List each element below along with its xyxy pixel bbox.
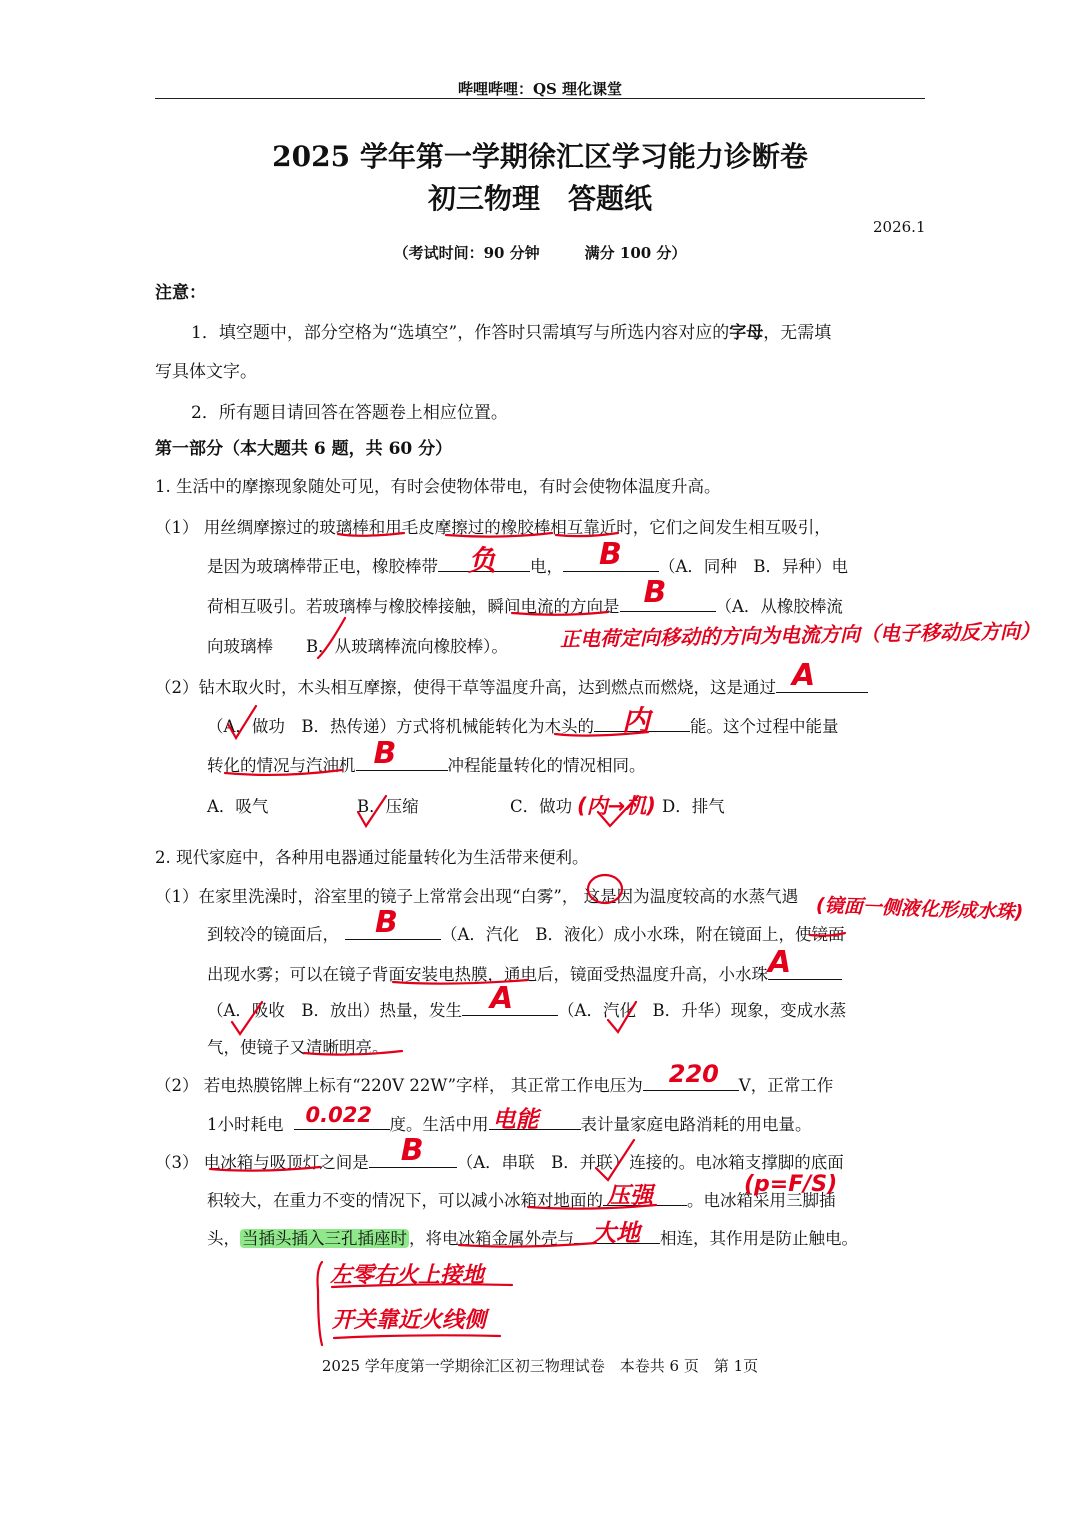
notice-item-1-cont: 写具体文字。 bbox=[155, 362, 257, 382]
q1-part1-line2: 是因为玻璃棒带正电，橡胶棒带 负 电， B （A．同种 B．异种）电 bbox=[207, 537, 849, 577]
handwritten-note: (p=F/S) bbox=[744, 1172, 838, 1197]
answer-blank[interactable] bbox=[489, 1107, 581, 1133]
answer-blank[interactable] bbox=[345, 905, 441, 940]
answer-blank[interactable] bbox=[563, 537, 659, 572]
answer-blank[interactable] bbox=[620, 575, 716, 612]
q2-part1-line3: 出现水雾；可以在镜子背面安装电热膜，通电后，镜面受热温度升高，小水珠 A bbox=[207, 961, 842, 985]
q1-part2-line2: （A．做功 B．热传递）方式将机械能转化为木头的 内 能。这个过程中能量 bbox=[207, 713, 839, 737]
q1-option-b: B．压缩 bbox=[357, 797, 419, 816]
q1-option-c: C．做功 bbox=[510, 797, 573, 816]
q2-part2-line2: 1小时耗电 0.022 度。生活中用 电能 表计量家庭电路消耗的用电量。 bbox=[207, 1103, 812, 1134]
underline-mark bbox=[334, 1335, 500, 1338]
exam-title: 2025 学年第一学期徐汇区学习能力诊断卷 bbox=[272, 140, 808, 173]
q2-part1-line2: 到较冷的镜面后， B （A．汽化 B．液化）成小水珠，附在镜面上，使镜面 bbox=[207, 905, 845, 944]
exam-subtitle: 初三物理 答题纸 bbox=[427, 182, 652, 215]
answer-blank[interactable] bbox=[369, 1133, 457, 1168]
q1-part2-line3: 转化的情况与汽油机 B 冲程能量转化的情况相同。 bbox=[207, 736, 646, 775]
handwritten-answer: B bbox=[373, 736, 397, 771]
handwritten-answer: 电能 bbox=[492, 1107, 539, 1133]
brace-mark bbox=[318, 1262, 323, 1345]
answer-blank[interactable] bbox=[643, 1060, 739, 1091]
answer-blank[interactable] bbox=[356, 736, 448, 771]
handwritten-answer: A bbox=[768, 945, 792, 980]
highlighted-text: 当插头插入三孔插座时 bbox=[242, 1229, 407, 1248]
notice-item-2: 2．所有题目请回答在答题卷上相应位置。 bbox=[191, 403, 508, 423]
q2-stem: 2. 现代家庭中，各种用电器通过能量转化为生活带来便利。 bbox=[155, 848, 589, 867]
handwritten-answer: B bbox=[643, 575, 667, 610]
handwritten-note: 左零右火上接地 bbox=[330, 1263, 485, 1288]
answer-blank[interactable] bbox=[776, 658, 868, 693]
handwritten-note: 正电荷定向移动的方向为电流方向（电子移动反方向） bbox=[559, 618, 1041, 652]
handwritten-answer: 0.022 bbox=[305, 1103, 372, 1127]
answer-blank[interactable] bbox=[574, 1219, 660, 1247]
section-heading: 第一部分（本大题共 6 题，共 60 分） bbox=[155, 439, 453, 459]
answer-blank[interactable] bbox=[462, 981, 558, 1016]
handwritten-answer: 内 bbox=[622, 704, 651, 737]
answer-blank[interactable] bbox=[438, 544, 530, 577]
handwritten-answer: 大地 bbox=[592, 1219, 640, 1247]
handwritten-answer: A bbox=[490, 981, 514, 1016]
handwritten-answer: B bbox=[599, 537, 622, 572]
handwritten-note: (内→机) bbox=[577, 794, 656, 818]
answer-blank[interactable] bbox=[603, 1183, 687, 1209]
q1-option-d: D．排气 bbox=[662, 797, 725, 816]
q1-part1-line1: （1） 用丝绸摩擦过的玻璃棒和用毛皮摩擦过的橡胶棒相互靠近时，它们之间发生相互吸引， bbox=[155, 518, 831, 537]
q1-stem: 1. 生活中的摩擦现象随处可见，有时会使物体带电，有时会使物体温度升高。 bbox=[155, 477, 721, 496]
q2-part3-line1: （3） 电冰箱与吸顶灯之间是 B （A．串联 B．并联）连接的。电冰箱支撑脚的底面 bbox=[155, 1133, 844, 1172]
header-rule bbox=[155, 98, 925, 99]
handwritten-answer: 负 bbox=[468, 544, 497, 577]
page-footer: 2025 学年度第一学期徐汇区初三物理试卷 本卷共 6 页 第 1页 bbox=[321, 1357, 759, 1375]
q1-part1-line3: 荷相互吸引。若玻璃棒与橡胶棒接触，瞬间电流的方向是 B （A．从橡胶棒流 bbox=[207, 575, 843, 616]
q2-part2-line1: （2） 若电热膜铭牌上标有“220V 22W”字样， 其正常工作电压为 220 V，正常工作 bbox=[155, 1060, 834, 1095]
handwritten-answer: B bbox=[400, 1133, 424, 1168]
handwritten-answer: B bbox=[375, 905, 398, 940]
notice-label: 注意： bbox=[155, 283, 206, 303]
q2-part3-line2: 积较大，在重力不变的情况下，可以减小冰箱对地面的 压强 。电冰箱采用三脚插 bbox=[207, 1187, 836, 1211]
handwritten-answer: 压强 bbox=[607, 1183, 653, 1209]
answer-blank[interactable] bbox=[768, 945, 842, 980]
notice-item-1: 1．填空题中，部分空格为“选填空”，作答时只需填写与所选内容对应的字母，无需填 bbox=[191, 323, 832, 343]
exam-info: （考试时间：90 分钟 满分 100 分） bbox=[393, 244, 687, 262]
exam-date: 2026.1 bbox=[873, 218, 926, 236]
answer-blank[interactable] bbox=[294, 1103, 390, 1130]
q1-part2-line1: （2）钻木取火时，木头相互摩擦，使得干草等温度升高，达到燃点而燃烧，这是通过 A bbox=[155, 674, 868, 698]
q2-part1-line4: （A．吸收 B．放出）热量，发生 A （A．汽化 B．升华）现象，变成水蒸 bbox=[207, 981, 847, 1020]
q2-part3-line3: 头， 当插头插入三孔插座时 ，将电冰箱金属外壳与 大地 相连，其作用是防止触电。 bbox=[207, 1225, 858, 1249]
handwritten-answer: A bbox=[792, 658, 816, 693]
q2-part1-line1: （1）在家里洗澡时，浴室里的镜子上常常会出现“白雾”， 这是因为温度较高的水蒸气遇 bbox=[155, 887, 799, 906]
q2-part1-line5: 气，使镜子又清晰明亮。 bbox=[207, 1038, 389, 1057]
handwritten-answer: 220 bbox=[668, 1060, 719, 1088]
handwritten-note: (镜面一侧液化形成水珠) bbox=[815, 894, 1024, 924]
q1-part1-line4: 向玻璃棒 B．从玻璃棒流向橡胶棒）。 bbox=[207, 637, 508, 656]
q1-option-a: A．吸气 bbox=[207, 797, 269, 816]
handwritten-note: 开关靠近火线侧 bbox=[332, 1308, 487, 1333]
answer-blank[interactable] bbox=[594, 704, 690, 737]
page-header: 哔哩哔哩：QS 理化课堂 bbox=[457, 80, 623, 98]
